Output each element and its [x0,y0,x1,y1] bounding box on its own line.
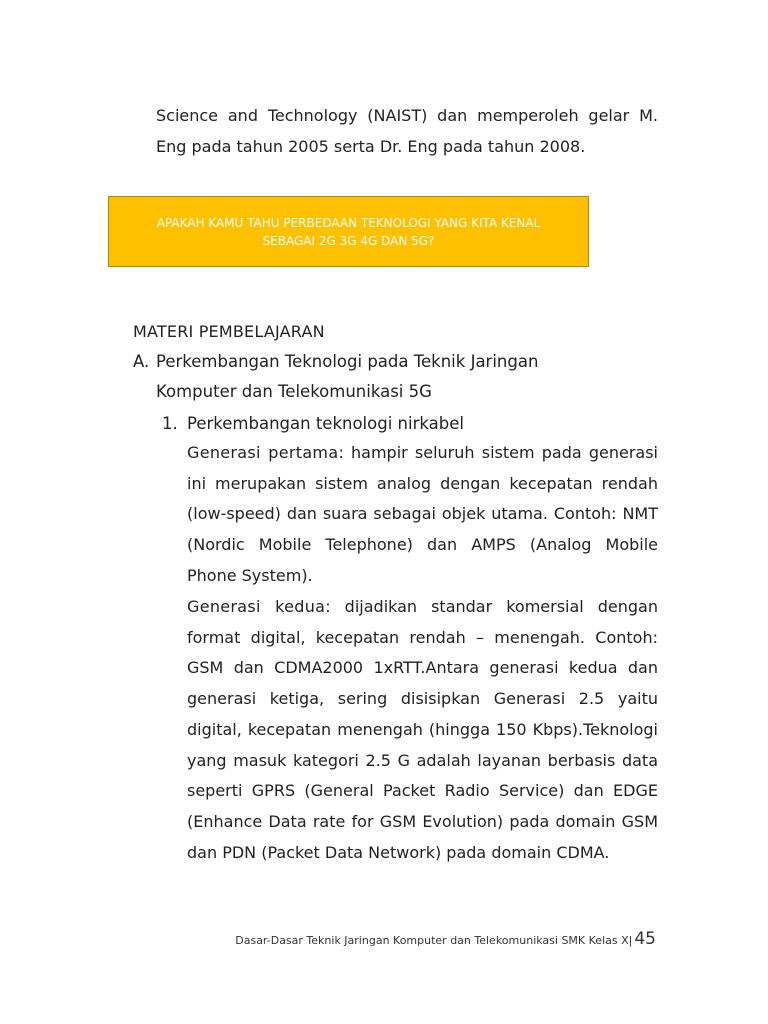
page-number: 45 [634,929,656,949]
heading-1-text: Perkembangan teknologi nirkabel [187,414,464,433]
paragraph-first-generation [187,438,658,592]
heading-a [133,347,663,407]
section-title: MATERI PEMBELAJARAN [133,322,325,341]
paragraph-second-generation-text: : dijadikan standar komersial dengan format digital, kecepatan rendah – menengah. Contoh: GSM dan CDMA2000 1xRTT.Antara generasi kedua dan generasi ketiga, sering disisipkan Generasi 2.5 yaitu digital, kecepatan menengah (hingga 150 Kbps).Teknologi yang masuk kategori 2.5 G adalah layanan berbasis data seperti GPRS (General Packet Radio Service) dan EDGE (Enhance Data rate for GSM Evolution) pada domain GSM dan PDN (Packet Data Network) pada domain CDMA. [187,597,658,862]
paragraph-first-generation-text: : hampir seluruh sistem pada generasi ini merupakan sistem analog dengan kecepatan rendah (low-speed) dan suara sebagai objek utama. Contoh: NMT (Nordic Mobile Telephone) dan AMPS (Analog Mobile Phone System). [187,443,659,585]
paragraph-second-generation [187,592,658,868]
heading-1 [162,408,464,439]
term-first-generation: Generasi pertama [187,443,339,462]
question-callout-box [108,196,589,267]
intro-paragraph: Science and Technology (NAIST) dan memperoleh gelar M. Eng pada tahun 2005 serta Dr. Eng pada tahun 2008. [156,106,658,156]
callout-line-1: APAKAH KAMU TAHU PERBEDAAN TEKNOLOGI YANG KITA KENAL [156,216,541,230]
heading-a-line-2: Komputer dan Telekomunikasi 5G [156,382,432,401]
footer-separator: | [628,934,633,947]
heading-a-line-1: Perkembangan Teknologi pada Teknik Jaringan [156,352,539,371]
heading-1-marker: 1. [162,414,178,433]
footer-book-title: Dasar-Dasar Teknik Jaringan Komputer dan Telekomunikasi SMK Kelas X [235,934,629,947]
heading-a-marker: A. [133,352,150,371]
page-footer [235,928,656,952]
term-second-generation: Generasi kedua [187,597,326,616]
callout-line-2: SEBAGAI 2G 3G 4G DAN 5G? [262,234,435,248]
